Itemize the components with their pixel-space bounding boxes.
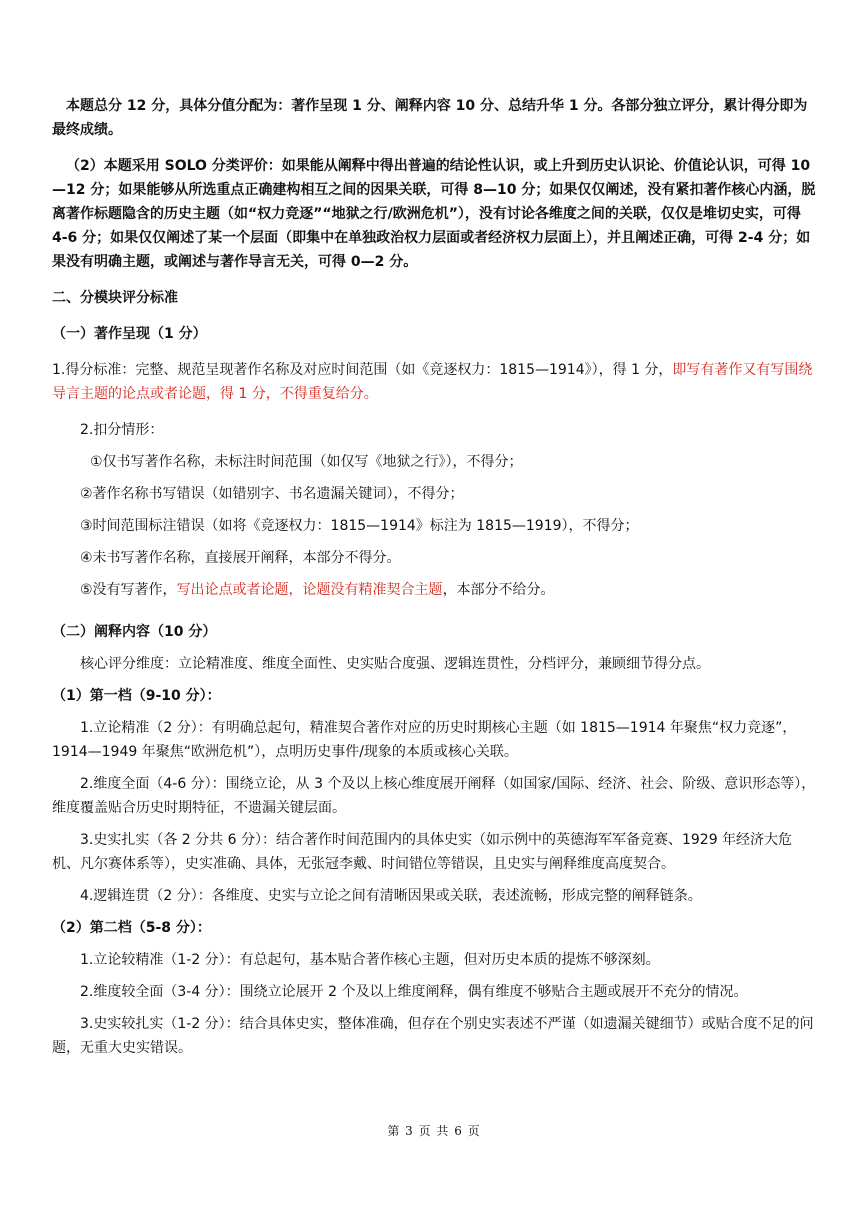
deduction-item: ③时间范围标注错误（如将《竞逐权力：1815—1914》标注为 1815—1919），不得分； <box>80 518 639 534</box>
page-footer: 第 3 页 共 6 页 <box>387 1124 481 1138</box>
deduction-item: ①仅书写著作名称，未标注时间范围（如仅写《地狱之行》），不得分； <box>90 454 523 470</box>
deduction-text: ⑤没有写著作， <box>80 582 177 598</box>
tier-one-item: 3.史实扎实（各 2 分共 6 分）：结合著作时间范围内的具体史实（如示例中的英德海军军备竞赛、1929 年经济大危机、凡尔赛体系等），史实准确、具体，无张冠李戴、时间错位等错误，且史实与阐释维度高度契合。 <box>52 832 793 872</box>
tier-two-item: 3.史实较扎实（1-2 分）：结合具体史实，整体准确，但存在个别史实表述不严谨（如遗漏关键细节）或贴合度不足的问题，无重大史实错误。 <box>52 1016 814 1056</box>
solo-evaluation: （2）本题采用 SOLO 分类评价：如果能从阐释中得出普遍的结论性认识，或上升到历史认识论、价值论认识，可得 10—12 分；如果能够从所选重点正确建构相互之间的因果关联，可得 8—10 分；如果仅仅阐述，没有紧扣著作核心内涵，脱离著作标题隐含的历史主题（如“权力竞逐”“地狱之行/欧洲危机”），没有讨论各维度之间的关联，仅仅是堆切史实，可得 4-6 分；如果仅仅阐述了某一个层面（即集中在单独政治权力层面或者经济权力层面上），并且阐述正确，可得 2-4 分；如果没有明确主题，或阐述与著作导言无关，可得 0—2 分。 <box>52 158 816 270</box>
section-heading-module-criteria: 二、分模块评分标准 <box>52 290 178 306</box>
document-page <box>52 94 816 1060</box>
deduction-item: ④未书写著作名称，直接展开阐释，本部分不得分。 <box>80 550 401 566</box>
standard-text: 1.得分标准：完整、规范呈现著作名称及对应时间范围（如《竞逐权力：1815—1914》），得 1 分， <box>52 362 673 378</box>
subsection-title-work-presentation: （一）著作呈现（1 分） <box>52 326 207 342</box>
scoring-summary: 本题总分 12 分，具体分值分配为：著作呈现 1 分、阐释内容 10 分、总结升华 1 分。各部分独立评分，累计得分即为最终成绩。 <box>52 98 808 138</box>
tier-one-item: 4.逻辑连贯（2 分）：各维度、史实与立论之间有清晰因果或关联，表述流畅，形成完整的阐释链条。 <box>80 888 702 904</box>
tier-two-item: 1.立论较精准（1-2 分）：有总起句，基本贴合著作核心主题，但对历史本质的提炼不够深刻。 <box>80 952 660 968</box>
deduction-item: ②著作名称书写错误（如错别字、书名遗漏关键词），不得分； <box>80 486 464 502</box>
work-presentation-scoring-standard <box>52 358 816 406</box>
deduction-heading: 2.扣分情形： <box>80 422 164 438</box>
standard-text-highlight: 即写有著作又有写围绕导言主题的论点或者论题，得 1 分，不得重复给分。 <box>52 362 813 402</box>
subsection-title-interpretation: （二）阐释内容（10 分） <box>52 624 217 640</box>
tier-one-item: 2.维度全面（4-6 分）：围绕立论，从 3 个及以上核心维度展开阐释（如国家/国际、经济、社会、阶级、意识形态等），维度覆盖贴合历史时期特征，不遗漏关键层面。 <box>52 776 816 816</box>
tier-one-title: （1）第一档（9-10 分）： <box>52 688 221 704</box>
tier-two-title: （2）第二档（5-8 分）： <box>52 920 211 936</box>
tier-one-item: 1.立论精准（2 分）：有明确总起句，精准契合著作对应的历史时期核心主题（如 1815—1914 年聚焦“权力竞逐”，1914—1949 年聚焦“欧洲危机”），点明历史事件/现象的本质或核心关联。 <box>52 720 797 760</box>
deduction-text: ，本部分不给分。 <box>442 582 555 598</box>
deduction-text-highlight: 写出论点或者论题，论题没有精准契合主题 <box>176 582 443 598</box>
tier-two-item: 2.维度较全面（3-4 分）：围绕立论展开 2 个及以上维度阐释，偶有维度不够贴合主题或展开不充分的情况。 <box>80 984 748 1000</box>
core-dimensions: 核心评分维度：立论精准度、维度全面性、史实贴合度强、逻辑连贯性，分档评分，兼顾细节得分点。 <box>80 656 710 672</box>
deduction-item <box>52 578 816 602</box>
